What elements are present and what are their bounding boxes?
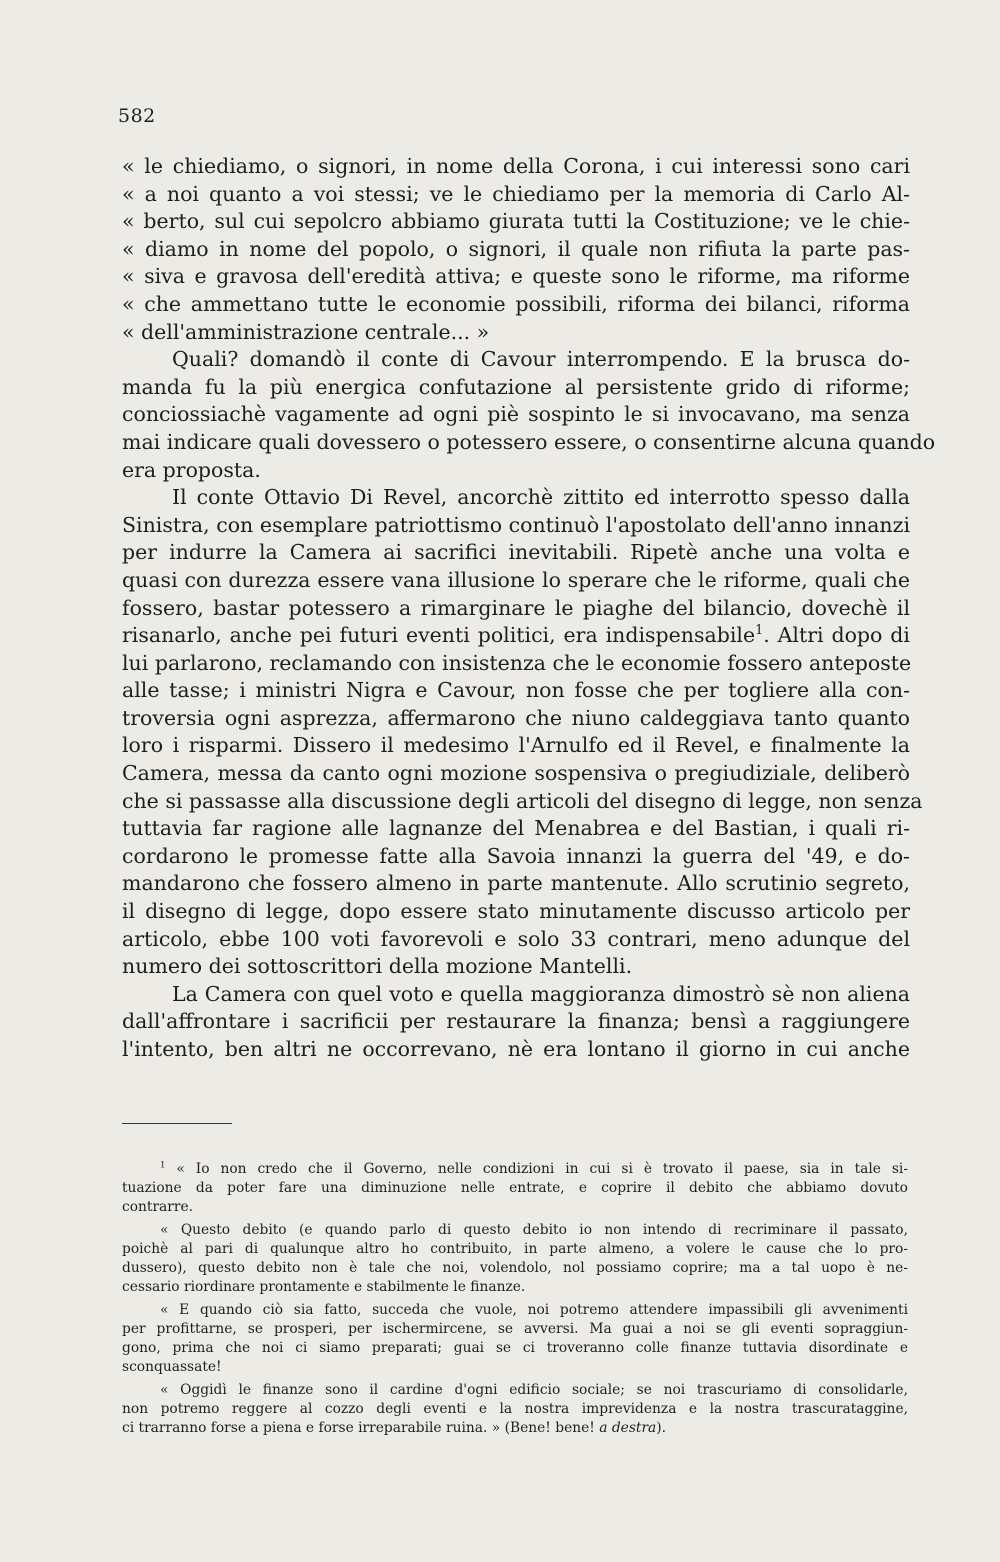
text-line: per indurre la Camera ai sacrifici inevitabili. Ripetè anche una volta e	[122, 540, 910, 565]
text-line: Quali? domandò il conte di Cavour interrompendo. E la brusca do-	[172, 347, 910, 372]
text-line: che si passasse alla discussione degli articoli del disegno di legge, non senza	[122, 788, 923, 813]
text-line: mandarono che fossero almeno in parte mantenute. Allo scrutinio segreto,	[122, 871, 910, 896]
text-line: era proposta.	[122, 457, 261, 482]
line-text: ).	[656, 1420, 667, 1436]
footnote-divider	[122, 1123, 232, 1124]
line-text: risanarlo, anche pei futuri eventi politici, era indispensabile	[122, 623, 756, 648]
text-line: « berto, sul cui sepolcro abbiamo giurata tutti la Costituzione; ve le chie-	[122, 209, 910, 234]
text-line-with-footnote-ref	[122, 622, 910, 650]
footnote-line: « Oggidì le finanze sono il cardine d'ogni edificio sociale; se noi trascuriamo di consolidarle,	[160, 1382, 908, 1398]
text-line: conciossiachè vagamente ad ogni piè sospinto le si invocavano, ma senza	[122, 402, 910, 427]
text-line: « a noi quanto a voi stessi; ve le chiediamo per la memoria di Carlo Al-	[122, 181, 910, 206]
footnote-reference[interactable]: 1	[755, 622, 764, 638]
footnote-line: tuazione da poter fare una diminuzione nelle entrate, e coprire il debito che abbiamo dovuto	[122, 1180, 908, 1196]
text-line: « dell'amministrazione centrale... »	[122, 319, 490, 344]
line-text: ci trarranno forse a piena e forse irreparabile ruina. » (Bene! bene!	[122, 1420, 595, 1436]
footnote-line: « Questo debito (e quando parlo di questo debito io non intendo di recriminare il passato,	[160, 1222, 908, 1238]
text-line: articolo, ebbe 100 voti favorevoli e solo 33 contrari, meno adunque del	[122, 926, 910, 951]
text-line: « che ammettano tutte le economie possibili, riforma dei bilanci, riforma	[122, 291, 910, 316]
footnote-line: « E quando ciò sia fatto, succeda che vuole, noi potremo attendere impassibili gli avvenimenti	[160, 1302, 908, 1318]
text-line: « le chiediamo, o signori, in nome della Corona, i cui interessi sono cari	[122, 154, 910, 178]
footnote-line	[122, 1160, 908, 1179]
text-line: troversia ogni asprezza, affermarono che niuno caldeggiava tanto quanto	[122, 705, 910, 730]
text-line: « diamo in nome del popolo, o signori, il quale non rifiuta la parte pas-	[122, 236, 910, 261]
footnote-line	[122, 1419, 908, 1438]
text-line: loro i risparmi. Dissero il medesimo l'Arnulfo ed il Revel, e finalmente la	[122, 733, 910, 758]
footnote-line: non potremo reggere al cozzo degli eventi e la nostra imprevidenza e la nostra trascurataggine,	[122, 1401, 908, 1417]
line-text: . Altri dopo di	[763, 623, 910, 648]
footnote-line: poichè al pari di qualunque altro ho contribuito, in parte almeno, a volere le cause che lo pro-	[122, 1241, 908, 1257]
text-line: alle tasse; i ministri Nigra e Cavour, non fosse che per togliere alla con-	[122, 678, 910, 703]
footnote-line: sconquassate!	[122, 1359, 222, 1375]
footnote-line: cessario riordinare prontamente e stabilmente le finanze.	[122, 1279, 526, 1295]
text-line: numero dei sottoscrittori della mozione Mantelli.	[122, 954, 633, 979]
line-text: « Io non credo che il Governo, nelle condizioni in cui si è trovato il paese, sia in tale si-	[176, 1161, 909, 1177]
footnote-number: 1	[160, 1160, 166, 1171]
text-line: fossero, bastar potessero a rimarginare le piaghe del bilancio, dovechè il	[122, 595, 910, 620]
text-line: cordarono le promesse fatte alla Savoia innanzi la guerra del '49, e do-	[122, 843, 910, 868]
text-line: tuttavia far ragione alle lagnanze del Menabrea e del Bastian, i quali ri-	[122, 816, 910, 841]
italic-aside: a destra	[599, 1420, 657, 1436]
text-line: manda fu la più energica confutazione al persistente grido di riforme;	[122, 374, 910, 399]
text-line: mai indicare quali dovessero o potessero essere, o consentirne alcuna quando	[122, 429, 936, 454]
footnote-line: contrarre.	[122, 1199, 194, 1215]
text-line: lui parlarono, reclamando con insistenza che le economie fossero anteposte	[122, 650, 912, 675]
text-line: La Camera con quel voto e quella maggioranza dimostrò sè non aliena	[172, 981, 910, 1006]
footnote-line: per profittarne, se prosperi, per ischermircene, se avversi. Ma guai a noi se gli eventi sopraggiun-	[122, 1321, 908, 1337]
page-number: 582	[118, 105, 156, 127]
text-line: Sinistra, con esemplare patriottismo continuò l'apostolato dell'anno innanzi	[122, 512, 910, 537]
footnote-line: dussero), questo debito non è tale che noi, volendolo, nol possiamo coprire; ma a tal uopo è ne-	[122, 1260, 908, 1276]
text-line: « siva e gravosa dell'eredità attiva; e queste sono le riforme, ma riforme	[122, 264, 910, 289]
footnotes	[122, 1160, 908, 1438]
text-line: il disegno di legge, dopo essere stato minutamente discusso articolo per	[122, 899, 910, 924]
main-text	[122, 153, 936, 1064]
text-line: l'intento, ben altri ne occorrevano, nè era lontano il giorno in cui anche	[122, 1037, 910, 1061]
footnote-line: gono, prima che noi ci siamo preparati; guai se ci troveranno colle finanze tuttavia disordinate e	[122, 1340, 908, 1356]
text-line: quasi con durezza essere vana illusione lo sperare che le riforme, quali che	[122, 567, 910, 592]
text-line: Camera, messa da canto ogni mozione sospensiva o pregiudiziale, deliberò	[122, 761, 910, 786]
text-line: Il conte Ottavio Di Revel, ancorchè zittito ed interrotto spesso dalla	[172, 485, 910, 510]
text-line: dall'affrontare i sacrificii per restaurare la finanza; bensì a raggiungere	[122, 1009, 910, 1034]
